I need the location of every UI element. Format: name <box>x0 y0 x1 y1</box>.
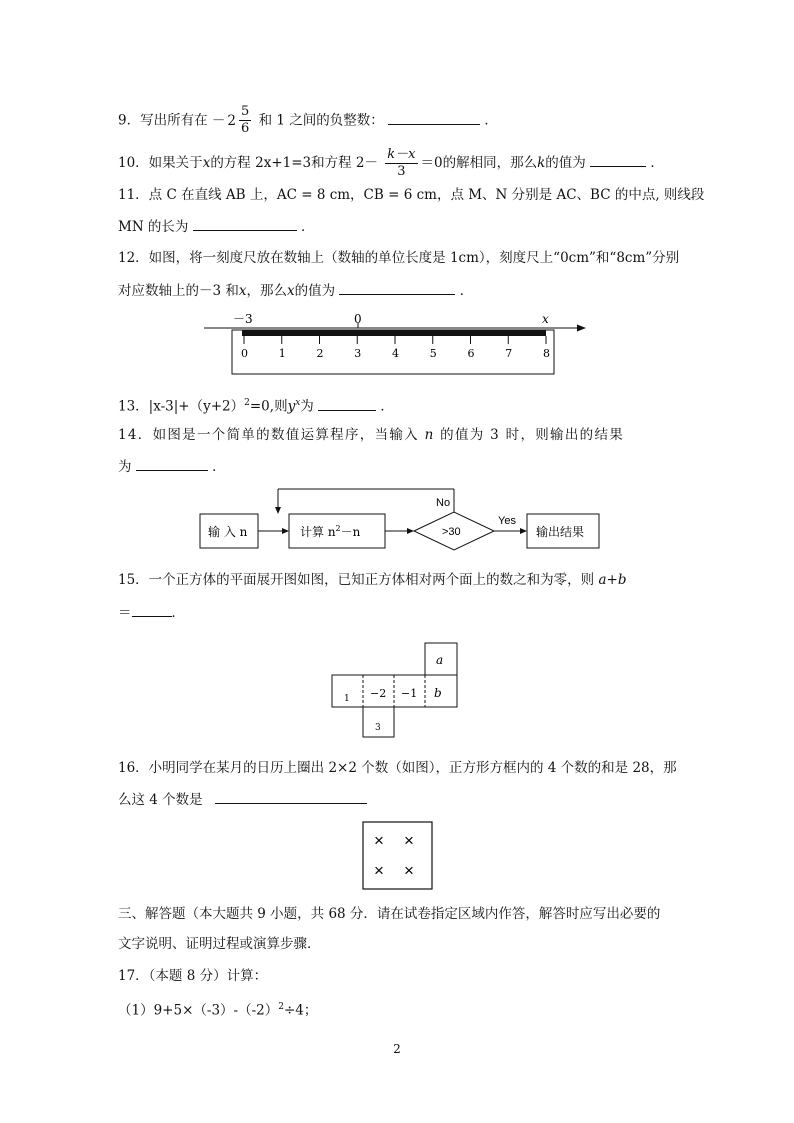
superscript: 2 <box>278 1002 284 1012</box>
condition-label: >30 <box>442 526 461 538</box>
ruler-tick-label: 1 <box>278 347 286 360</box>
answer-blank[interactable] <box>132 602 172 617</box>
question-16-line2 <box>118 789 367 810</box>
q11-text: MN 的长为 <box>118 219 189 235</box>
q9-text: 9．写出所有在 <box>118 112 208 129</box>
hidden-number-mark: × <box>404 861 414 880</box>
question-11-line1: 11．点 C 在直线 AB 上，AC = 8 cm，CB = 6 cm，点 M、N 分别是 AC、BC 的中点, 则线段 <box>118 187 705 203</box>
ruler-scale-band <box>242 330 546 336</box>
var-y: y <box>287 398 296 415</box>
answer-blank[interactable] <box>215 789 367 804</box>
q12-text: 对应数轴上的－3 和 <box>118 283 239 299</box>
var-x: x <box>287 283 295 299</box>
q12-text-c: 的值为 <box>294 283 336 299</box>
question-16-line1: 16．小明同学在某月的日历上圈出 2×2 个数（如图），正方形方框内的 4 个数的和是 28，那 <box>118 760 677 776</box>
fraction <box>239 104 251 137</box>
input-label: 输 入 n <box>208 525 248 539</box>
period: ． <box>650 155 664 171</box>
fraction <box>385 147 417 180</box>
q9-rest: 和 1 之间的负整数： <box>258 112 384 129</box>
question-17-title: 17．（本题 8 分）计算： <box>118 968 268 984</box>
period: ． <box>171 605 185 621</box>
q17-expr: （1）9+5×（-3）-（-2） <box>118 1002 279 1019</box>
q15-text: 15．一个正方体的平面展开图如图，已知正方体相对两个面上的数之和为零，则 <box>118 572 595 588</box>
q10-text: 10．如果关于 <box>118 155 203 171</box>
question-11-line2 <box>118 216 315 237</box>
face-b-label: b <box>434 686 442 700</box>
numerator: k－x <box>387 147 416 162</box>
q14-text: 14．如图是一个简单的数值运算程序，当输入 <box>118 427 419 443</box>
q13-text: 13．|x-3|+（y+2） <box>118 398 245 415</box>
superscript-x: x <box>295 398 301 408</box>
calendar-square <box>362 821 434 891</box>
section-3-line1: 三、解答题（本大题共 9 小题，共 68 分．请在试卷指定区域内作答，解答时应写出必要的 <box>118 906 661 922</box>
face-a-label: a <box>436 653 444 667</box>
numerator: 5 <box>240 104 250 119</box>
hidden-number-mark: × <box>374 861 384 880</box>
face-3-label: 3 <box>375 723 381 733</box>
var-x: x <box>238 283 247 299</box>
period: ． <box>212 459 226 475</box>
question-14-line1 <box>118 425 624 445</box>
var-n: n <box>424 427 435 443</box>
answer-blank[interactable] <box>590 152 646 167</box>
mixed-fraction <box>212 104 254 137</box>
question-10 <box>118 147 664 180</box>
axis-label-x: x <box>542 312 549 326</box>
flowchart <box>198 486 618 554</box>
hidden-number-mark: × <box>404 831 414 850</box>
ruler-tick-label: 7 <box>505 347 513 360</box>
denominator: 3 <box>397 164 406 179</box>
period: ． <box>459 283 474 299</box>
answer-blank[interactable] <box>388 110 480 125</box>
q15-text: ＝ <box>118 605 132 621</box>
axis-arrow-icon <box>577 325 586 332</box>
q12-text-b: ，那么 <box>246 283 288 299</box>
arrow-head-icon <box>520 528 527 534</box>
superscript: 2 <box>244 398 250 408</box>
compute-label: 计算 $n^2-n$ <box>300 524 361 539</box>
question-9 <box>118 104 498 137</box>
face-m2-label: −2 <box>370 687 387 700</box>
ruler-tick-label: 6 <box>467 347 475 360</box>
question-12-line1: 12．如图，将一刻度尺放在数轴上（数轴的单位长度是 1cm），刻度尺上“0cm”和“8cm”分别 <box>118 250 680 266</box>
question-14-line2 <box>118 456 226 477</box>
page-number: 2 <box>393 1042 401 1056</box>
q10-text-e: 的值为 <box>545 155 586 171</box>
q13-text-c: 为 <box>300 398 314 415</box>
ruler-tick-label: 5 <box>429 347 437 360</box>
axis-label-minus3: －3 <box>233 312 253 326</box>
arrow-head-icon <box>282 528 289 534</box>
q14-text: 为 <box>118 459 132 475</box>
hidden-number-mark: × <box>374 831 384 850</box>
ruler-ticks <box>241 336 550 360</box>
ruler-tick-label: 2 <box>316 347 324 360</box>
var-x: x <box>202 155 211 171</box>
question-15-line1 <box>118 570 627 590</box>
period: ． <box>380 398 394 415</box>
period: ． <box>301 219 315 235</box>
answer-blank[interactable] <box>193 216 297 231</box>
answer-blank[interactable] <box>339 280 455 295</box>
question-17-part1 <box>118 997 317 1021</box>
ruler-tick-label: 3 <box>354 347 362 360</box>
section-3-line2: 文字说明、证明过程或演算步骤． <box>118 936 321 952</box>
yes-label: Yes <box>498 515 516 527</box>
face-1-label: 1 <box>344 694 350 704</box>
ruler-figure <box>200 312 592 378</box>
q10-text-b: 的方程 2 <box>210 155 264 171</box>
minus-sign: － <box>211 112 226 129</box>
answer-blank[interactable] <box>136 456 208 471</box>
q14-text-b: 的值为 3 时，则输出的结果 <box>440 427 625 443</box>
no-label: No <box>436 497 451 509</box>
arrow-head-icon <box>275 507 281 514</box>
q10-text-d: ＝0的解相同，那么 <box>420 155 538 171</box>
q10-text-c: x+1=3和方程 2－ <box>263 155 378 171</box>
cube-net <box>330 642 460 738</box>
face-m1-label: −1 <box>401 687 418 700</box>
var-ab: a+b <box>598 572 627 588</box>
denominator: 6 <box>240 121 250 136</box>
q13-text-b: =0,则 <box>249 398 288 415</box>
axis-label-0: 0 <box>354 312 362 326</box>
question-15-line2 <box>118 602 185 623</box>
question-12-line2 <box>118 280 473 301</box>
period: ． <box>484 112 498 129</box>
q16-text: 么这 4 个数是 <box>118 792 203 808</box>
ruler-tick-label: 8 <box>543 347 550 360</box>
output-label: 输出结果 <box>536 525 585 539</box>
var-k: k <box>537 155 546 171</box>
ruler-tick-label: 0 <box>241 347 248 360</box>
q17-expr-b: ÷4； <box>284 1002 318 1019</box>
whole-part: 2 <box>227 112 236 129</box>
answer-blank[interactable] <box>318 396 376 411</box>
ruler-tick-label: 4 <box>392 347 399 360</box>
question-13 <box>118 393 394 417</box>
